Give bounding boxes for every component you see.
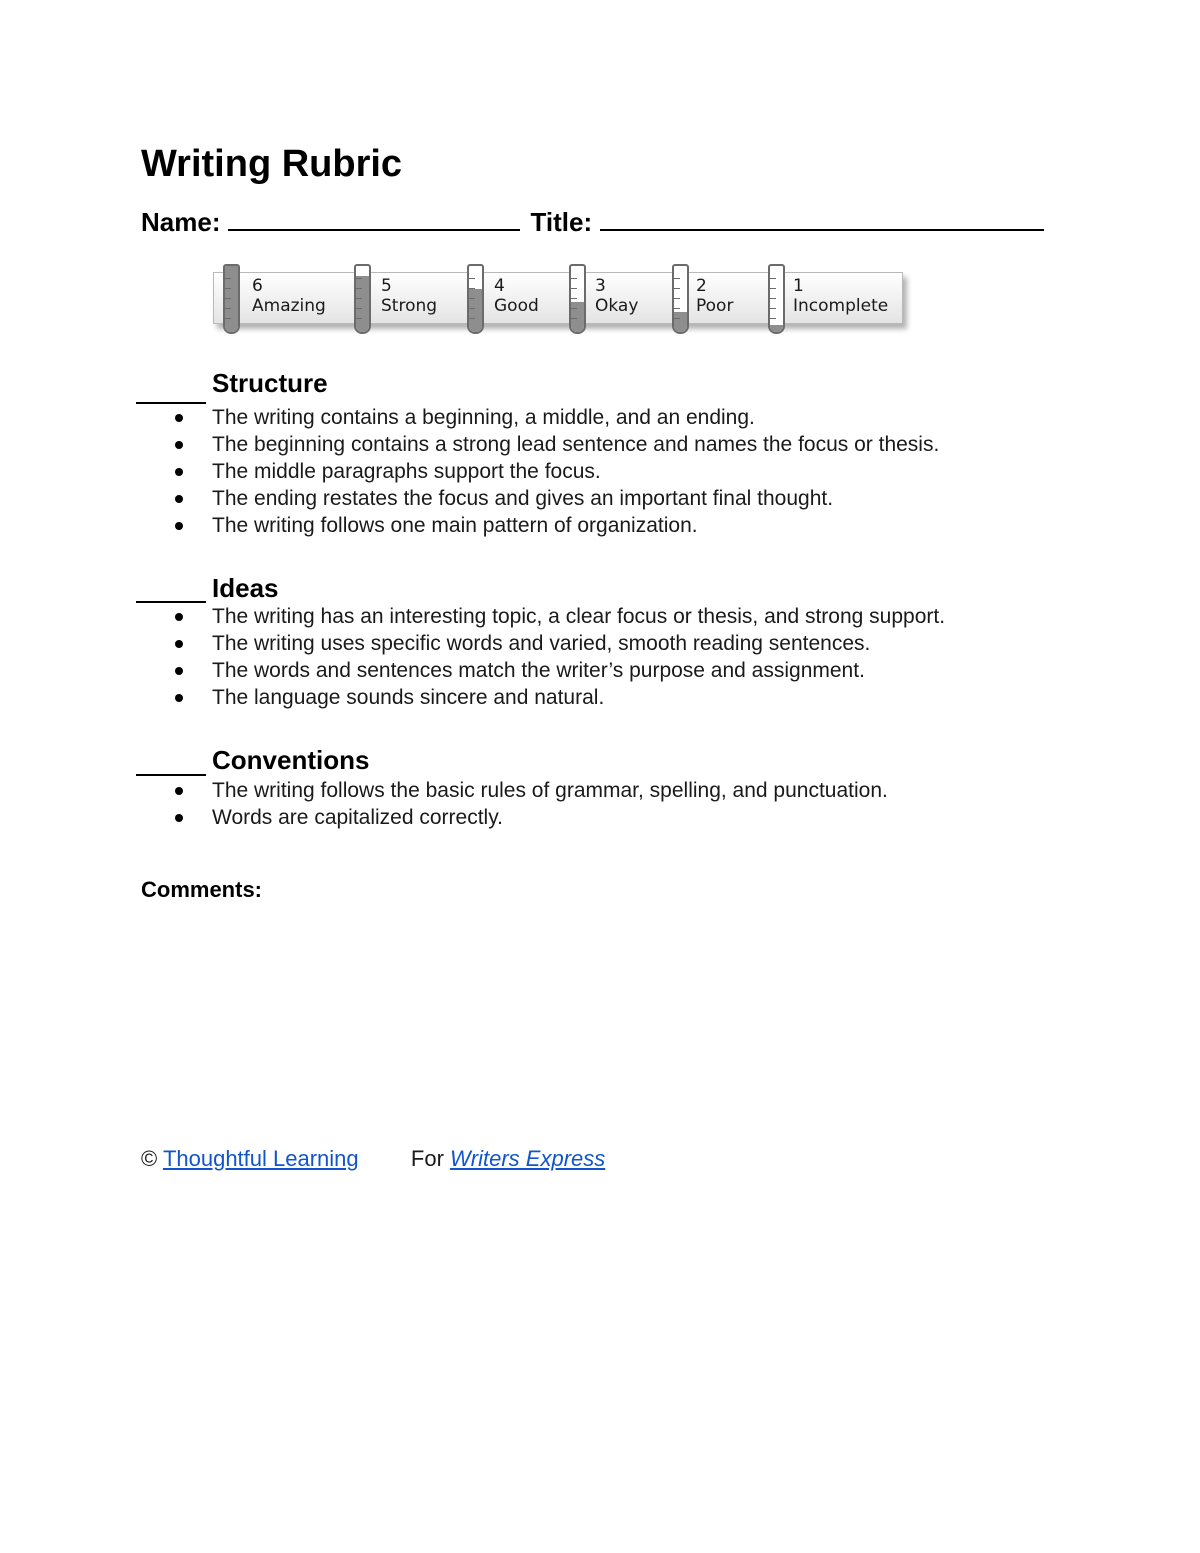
rating-label-text: Amazing: [252, 296, 326, 316]
rating-tube-icon: [223, 264, 240, 334]
copyright-icon: ©: [141, 1146, 158, 1171]
list-item: The language sounds sincere and natural.: [212, 684, 945, 711]
rating-label: [793, 276, 888, 316]
rating-tube-icon: [569, 264, 586, 334]
list-item: Words are capitalized correctly.: [212, 804, 888, 831]
bullet-icon: [175, 414, 183, 422]
rating-tube-icon: [354, 264, 371, 334]
rating-tube-icon: [768, 264, 785, 334]
name-label: Name:: [141, 207, 221, 237]
rating-label-text: Okay: [595, 296, 639, 316]
rating-label: [494, 276, 539, 316]
rating-label-text: Good: [494, 296, 539, 316]
rating-score: 4: [494, 276, 505, 296]
for-label: For: [410, 1146, 444, 1171]
rating-label: [252, 276, 326, 316]
list-item: The writing follows the basic rules of grammar, spelling, and punctuation.: [212, 777, 888, 804]
criteria-list: [212, 777, 888, 831]
section-title: Ideas: [212, 573, 279, 603]
rating-tube-icon: [672, 264, 689, 334]
bullet-icon: [175, 694, 183, 702]
criteria-list: [212, 404, 939, 539]
title-label: Title:: [530, 207, 593, 237]
section-title: Conventions: [212, 745, 370, 775]
bullet-icon: [175, 640, 183, 648]
score-field-ideas[interactable]: [136, 601, 206, 603]
student-header: [141, 204, 1044, 240]
list-item: The middle paragraphs support the focus.: [212, 458, 939, 485]
rating-label: [381, 276, 437, 316]
list-item: The beginning contains a strong lead sentence and names the focus or thesis.: [212, 431, 939, 458]
rating-score: 1: [793, 276, 804, 296]
bullet-icon: [175, 613, 183, 621]
bullet-icon: [175, 441, 183, 449]
list-item: The writing uses specific words and varied, smooth reading sentences.: [212, 630, 945, 657]
publisher-link[interactable]: Thoughtful Learning: [162, 1146, 359, 1171]
list-item: The writing has an interesting topic, a clear focus or thesis, and strong support.: [212, 603, 945, 630]
bullet-icon: [175, 787, 183, 795]
rating-tube-fill: [225, 266, 238, 332]
name-field[interactable]: [228, 207, 520, 231]
score-field-conventions[interactable]: [136, 774, 206, 776]
rating-label: [595, 276, 638, 316]
rating-tube-icon: [467, 264, 484, 334]
page-title: Writing Rubric: [141, 143, 403, 185]
bullet-icon: [175, 495, 183, 503]
rating-label-text: Incomplete: [793, 296, 889, 316]
rating-label: [696, 276, 733, 316]
book-link[interactable]: Writers Express: [450, 1146, 606, 1171]
criteria-list: [212, 603, 945, 711]
footer: [141, 1145, 605, 1173]
rating-label-text: Strong: [381, 296, 438, 316]
bullet-icon: [175, 468, 183, 476]
score-field-structure[interactable]: [136, 402, 206, 404]
bullet-icon: [175, 814, 183, 822]
section-title: Structure: [212, 368, 328, 398]
rating-label-text: Poor: [696, 296, 734, 316]
rating-score: 6: [252, 276, 263, 296]
list-item: The ending restates the focus and gives an important final thought.: [212, 485, 939, 512]
rating-tube-fill: [356, 276, 369, 332]
rating-tube-fill: [469, 289, 482, 332]
comments-label: Comments:: [141, 877, 263, 902]
rating-score: 3: [595, 276, 606, 296]
rating-scale: [213, 264, 903, 336]
bullet-icon: [175, 667, 183, 675]
rating-tube-fill: [674, 312, 687, 332]
rating-score: 2: [696, 276, 707, 296]
list-item: The writing follows one main pattern of organization.: [212, 512, 939, 539]
list-item: The words and sentences match the writer’s purpose and assignment.: [212, 657, 945, 684]
rating-score: 5: [381, 276, 392, 296]
list-item: The writing contains a beginning, a middle, and an ending.: [212, 404, 939, 431]
bullet-icon: [175, 522, 183, 530]
title-field[interactable]: [600, 207, 1044, 231]
rating-tube-fill: [770, 325, 783, 332]
